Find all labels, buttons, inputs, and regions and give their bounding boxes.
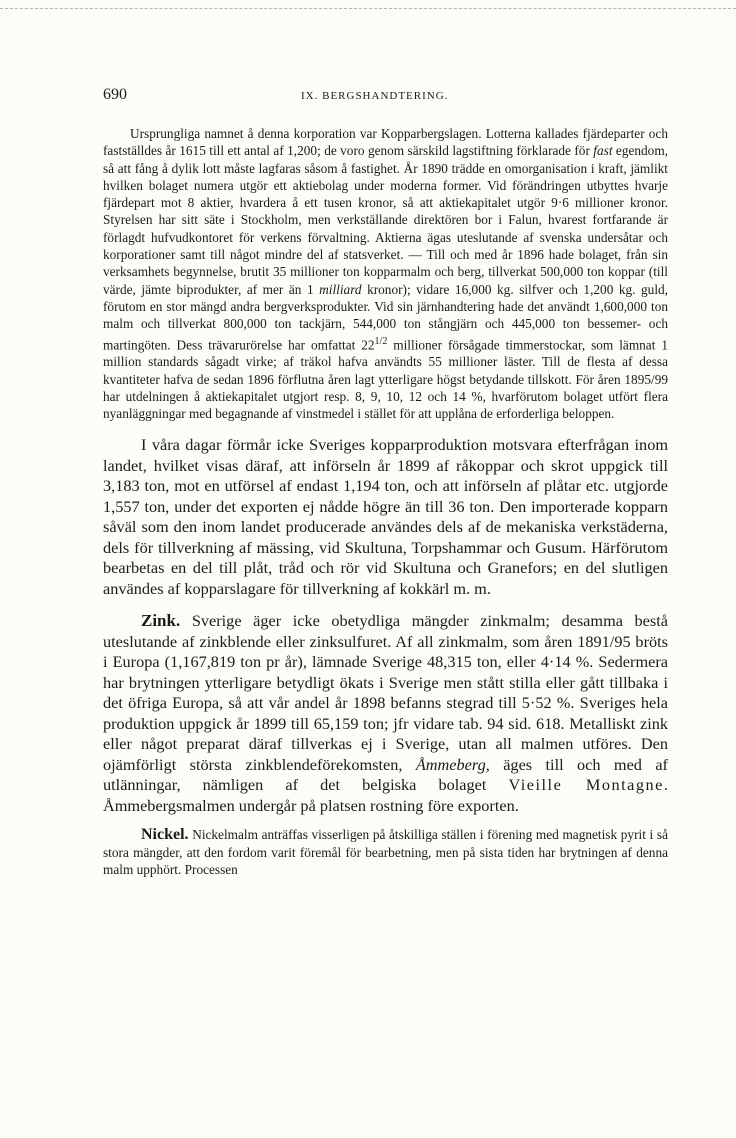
p3-text-2: , äges till och med af utlänningar, nämligen af det belgiska bolaget	[103, 754, 668, 795]
p1-fast: fast	[593, 143, 613, 159]
page-header	[103, 86, 671, 110]
nickel-heading: Nickel.	[141, 826, 189, 844]
p1-text-4: millioner försågade timmerstockar, som lämnat 1 million standards sågadt virke; af träkol hafva användts 55 millioner läster. Till de flesta af dessa kvantiteter hafva de sedan 1896 förflutna åren lagt ytterligare högst betydande tillskott. För åren 1895/99 har utdelningen å aktiekapitalet utgjort resp. 8, 9, 10, 12 och 14 %, hvarförutom bolaget utfört flera nyanläggningar med begagnande af vinstmedel i stället för att upplåna de erforderliga beloppen.	[103, 336, 668, 422]
p1-text-2: egendom, så att fång å dylik lott måste lagfaras såsom å fastighet. År 1890 trädde en omorganisation i kraft, jämlikt hvilken bolaget numera utgör ett aktiebolag under moderna former. Vid förändringen utbyttes hvarje fjärdepart mot 8 aktier, hvardera å ett tusen kronor, så att aktiekapitalet utgör 9·6 millioner kronor. Styrelsen har sitt säte i Stockholm, men verkställande direktören bor i Falun, hvarest fortfarande är förlagdt hufvudkontoret för verkens förvaltning. Aktierna ägas uteslutande af svenska undersåtar och korporationer samt till något mindre del af statsverket. — Till och med år 1896 hade bolaget, från sin verksamhets begynnelse, brutit 35 millioner ton kopparmalm och berg, tillverkat 500,000 ton koppar (till värde, jämte biprodukter, af mer än 1	[103, 143, 668, 297]
paragraph-korporation	[103, 125, 668, 422]
p4-text: Nickelmalm anträffas visserligen på åtskilliga ställen i förening med magnetisk pyrit i så stora mängder, att den fordom varit föremål för bearbetning, men på sista tiden har brytningen af denna malm upphört. Processen	[103, 827, 668, 878]
p2-text: I våra dagar förmår icke Sveriges kopparproduktion motsvara efterfrågan inom landet, hvilket visas däraf, att införseln år 1899 af råkoppar och skrot uppgick till 3,183 ton, mot en utförsel af endast 1,194 ton, och att införseln af plåtar etc. utgjorde 1,557 ton, under det exporten ej nådde högre än till 36 ton. Den importerade kopparn såväl som den inom landet producerade användes dels af de mekaniska verkstäderna, dels för tillverkning af mässing, vid Skultuna, Torpshammar och Gusum. Härförutom bearbetas en del till plåt, tråd och rör vid Skultuna och Granefors; en del slutligen användes af kopparslagare för tillverkning af kokkärl m. m.	[103, 435, 668, 598]
p3-company: Vieille Montagne	[508, 775, 664, 795]
p1-text-1: Ursprungliga namnet å denna korporation var Kopparbergslagen. Lotterna kallades fjärdeparter och fastställdes år 1615 till ett antal af 1,200; de voro genom särskild lagstiftning förklarade för	[103, 126, 668, 159]
p1-milliard: milliard	[319, 281, 362, 297]
p3-text-3: . Åmmebergsmalmen undergår på platsen rostning före exporten.	[103, 775, 668, 815]
p3-text-1: Sverige äger icke obetydliga mängder zinkmalm; desamma bestå uteslutande af zinkblende eller zinksulfuret. Af all zinkmalm, som åren 1891/95 bröts i Europa (1,167,819 ton pr år), lämnade Sverige 48,315 ton, eller 4·14 %. Sedermera har brytningen ytterligare betydligt ökats i Sverige men stått stilla eller gått tillbaka i det öfriga Europa, så att vår andel år 1898 befanns stegrad till 5·52 %. Sveriges hela produktion uppgick år 1899 till 65,159 ton; jfr vidare tab. 94 sid. 618. Metalliskt zink eller något preparat däraf tillverkas ej i Sverige, utan all malmen utföres. Den ojämförligt största zinkblendeförekomsten,	[103, 611, 668, 774]
paragraph-zink	[103, 611, 668, 816]
page-body	[103, 125, 668, 878]
zink-heading: Zink.	[141, 611, 181, 631]
p1-fraction: 1/2	[374, 335, 388, 347]
running-head: IX. BERGSHANDTERING.	[301, 90, 449, 102]
p3-ammeberg: Åmmeberg	[415, 754, 486, 774]
paragraph-koppar	[103, 435, 668, 599]
paragraph-nickel	[103, 826, 668, 878]
page-number: 690	[103, 86, 127, 103]
scan-top-rule	[0, 8, 736, 10]
p1-text-3: kronor); vidare 16,000 kg. silfver och 1,200 kg. guld, förutom en stor mängd andra bergverksprodukter. Vid sin järnhandtering hade det användt 1,600,000 ton malm och tillverkat 800,000 ton tackjärn, 544,000 ton stångjärn och 445,000 ton bessemer- och martingöten. Dess trävarurörelse har omfattat 22	[103, 281, 669, 352]
